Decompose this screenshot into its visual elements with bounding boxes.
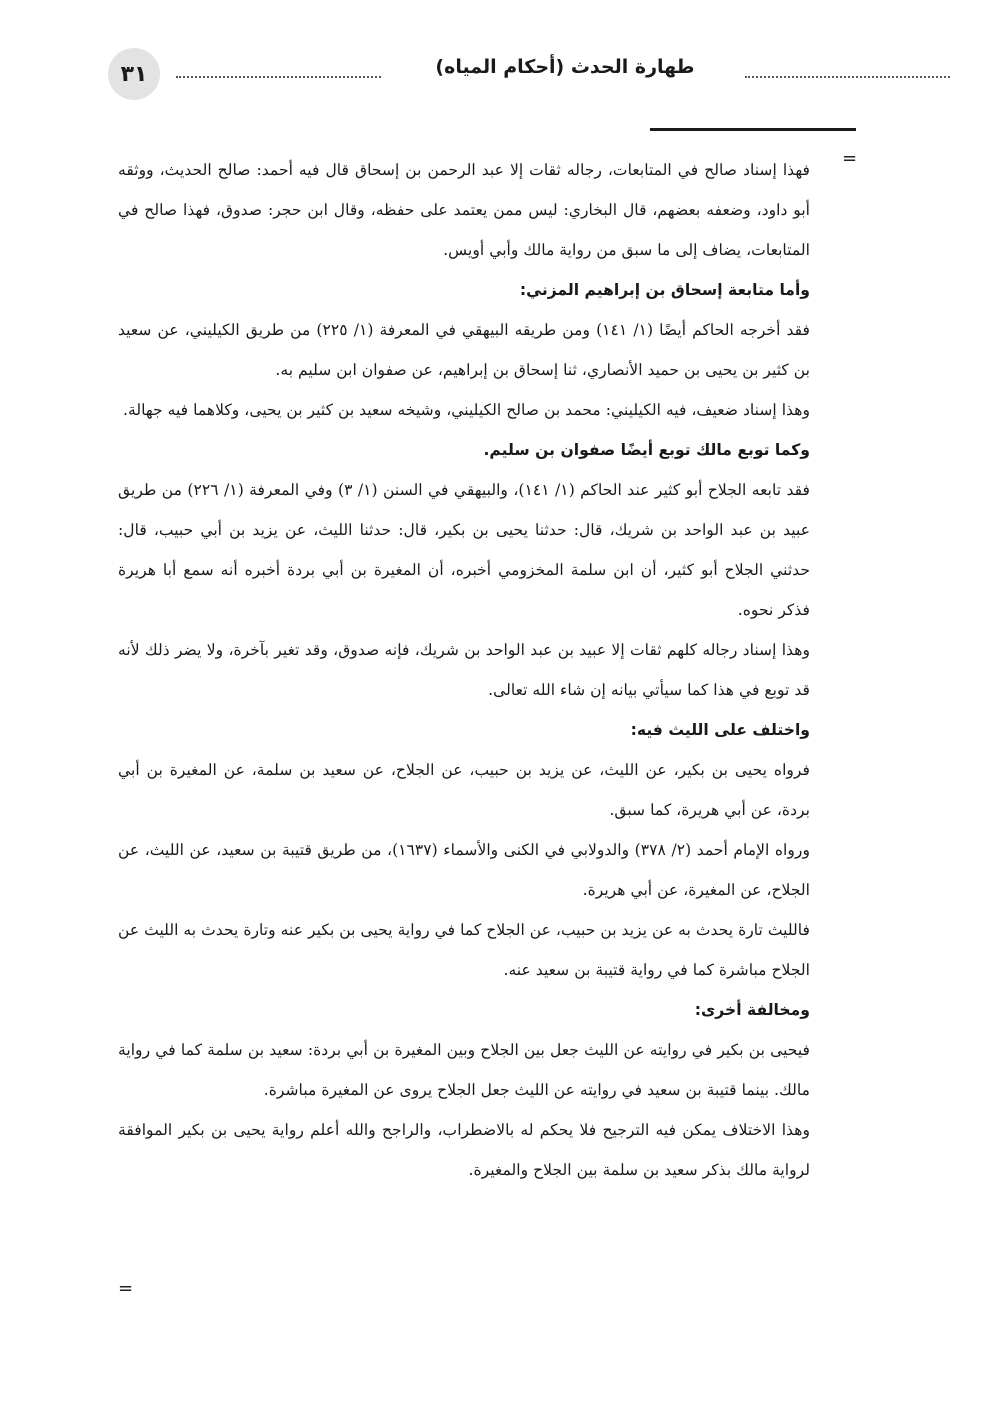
paragraph: ورواه الإمام أحمد (٢/ ٣٧٨) والدولابي في الكنى والأسماء (١٦٣٧)، من طريق قتيبة بن سعيد، عن الليث، عن الجلاح، عن المغيرة، عن أبي هريرة. [118,841,810,899]
paragraph: فيحيى بن بكير في روايته عن الليث جعل بين الجلاح وبين المغيرة بن أبي بردة: سعيد بن سلمة كما في رواية مالك. بينما قتيبة بن سعيد في روايته عن الليث جعل الجلاح يروى عن المغيرة مباشرة. [118,1041,810,1099]
paragraph: وهذا إسناد ضعيف، فيه الكيليني: محمد بن صالح الكيليني، وشيخه سعيد بن كثير بن يحيى، وكلاهما فيه جهالة. [123,401,810,419]
footnote-separator [650,128,856,131]
paragraph: فهذا إسناد صالح في المتابعات، رجاله ثقات إلا عبد الرحمن بن إسحاق قال فيه أحمد: صالح الحديث، ووثقه أبو داود، وضعفه بعضهم، قال البخاري: ليس ممن يعتمد على حفظه، وقال ابن حجر: صدوق، فهذا صالح في المتابعات، يضاف إلى ما سبق من رواية مالك وأبي أويس. [118,161,810,259]
paragraph: فالليث تارة يحدث به عن يزيد بن حبيب، عن الجلاح كما في رواية يحيى بن بكير عنه وتارة يحدث به الليث عن الجلاح مباشرة كما في رواية قتيبة بن سعيد عنه. [118,921,810,979]
continuation-marker-bottom: = [118,1278,134,1299]
chapter-title: طهارة الحدث (أحكام المياه) [435,56,695,78]
footnote-body [118,150,810,1190]
section-heading: وكما توبع مالك توبع أيضًا صفوان بن سليم. [483,441,810,459]
paragraph: فقد تابعه الجلاح أبو كثير عند الحاكم (١/ ١٤١)، والبيهقي في السنن (١/ ٣) وفي المعرفة (١/ ٢٢٦) من طريق عبيد بن عبد الواحد بن شريك، قال: حدثنا يحيى بن بكير، قال: حدثنا الليث، عن يزيد بن أبي حبيب، قال: حدثني الجلاح أبو كثير، أن ابن سلمة المخزومي أخبره، أن المغيرة بن أبي بردة أخبره أنه سمع أبا هريرة فذكر نحوه. [118,481,811,619]
paragraph: فقد أخرجه الحاكم أيضًا (١/ ١٤١) ومن طريقه البيهقي في المعرفة (١/ ٢٢٥) من طريق الكيليني، عن سعيد بن كثير بن يحيى بن حميد الأنصاري، ثنا إسحاق بن إبراهيم، عن صفوان ابن سليم به. [118,321,810,379]
section-heading: واختلف على الليث فيه: [630,721,810,739]
header-dotted-rule-right [745,76,950,78]
page-header [108,48,854,98]
page-number: ٣١ [120,61,148,87]
paragraph: وهذا إسناد رجاله كلهم ثقات إلا عبيد بن عبد الواحد بن شريك، فإنه صدوق، وقد تغير بآخرة، ولا يضر ذلك لأنه قد توبع في هذا كما سيأتي بيانه إن شاء الله تعالى. [118,641,810,699]
header-dotted-rule-left [176,76,381,78]
paragraph: فرواه يحيى بن بكير، عن الليث، عن يزيد بن حبيب، عن الجلاح، عن سعيد بن سلمة، عن المغيرة بن أبي بردة، عن أبي هريرة، كما سبق. [118,761,810,819]
section-heading: وأما متابعة إسحاق بن إبراهيم المزني: [519,281,810,299]
paragraph: وهذا الاختلاف يمكن فيه الترجيح فلا يحكم له بالاضطراب، والراجح والله أعلم رواية يحيى بن بكير الموافقة لرواية مالك بذكر سعيد بن سلمة بين الجلاح والمغيرة. [118,1121,810,1179]
section-heading: ومخالفة أخرى: [694,1001,810,1019]
page-number-badge [108,48,160,100]
continuation-marker-top: = [842,148,858,169]
